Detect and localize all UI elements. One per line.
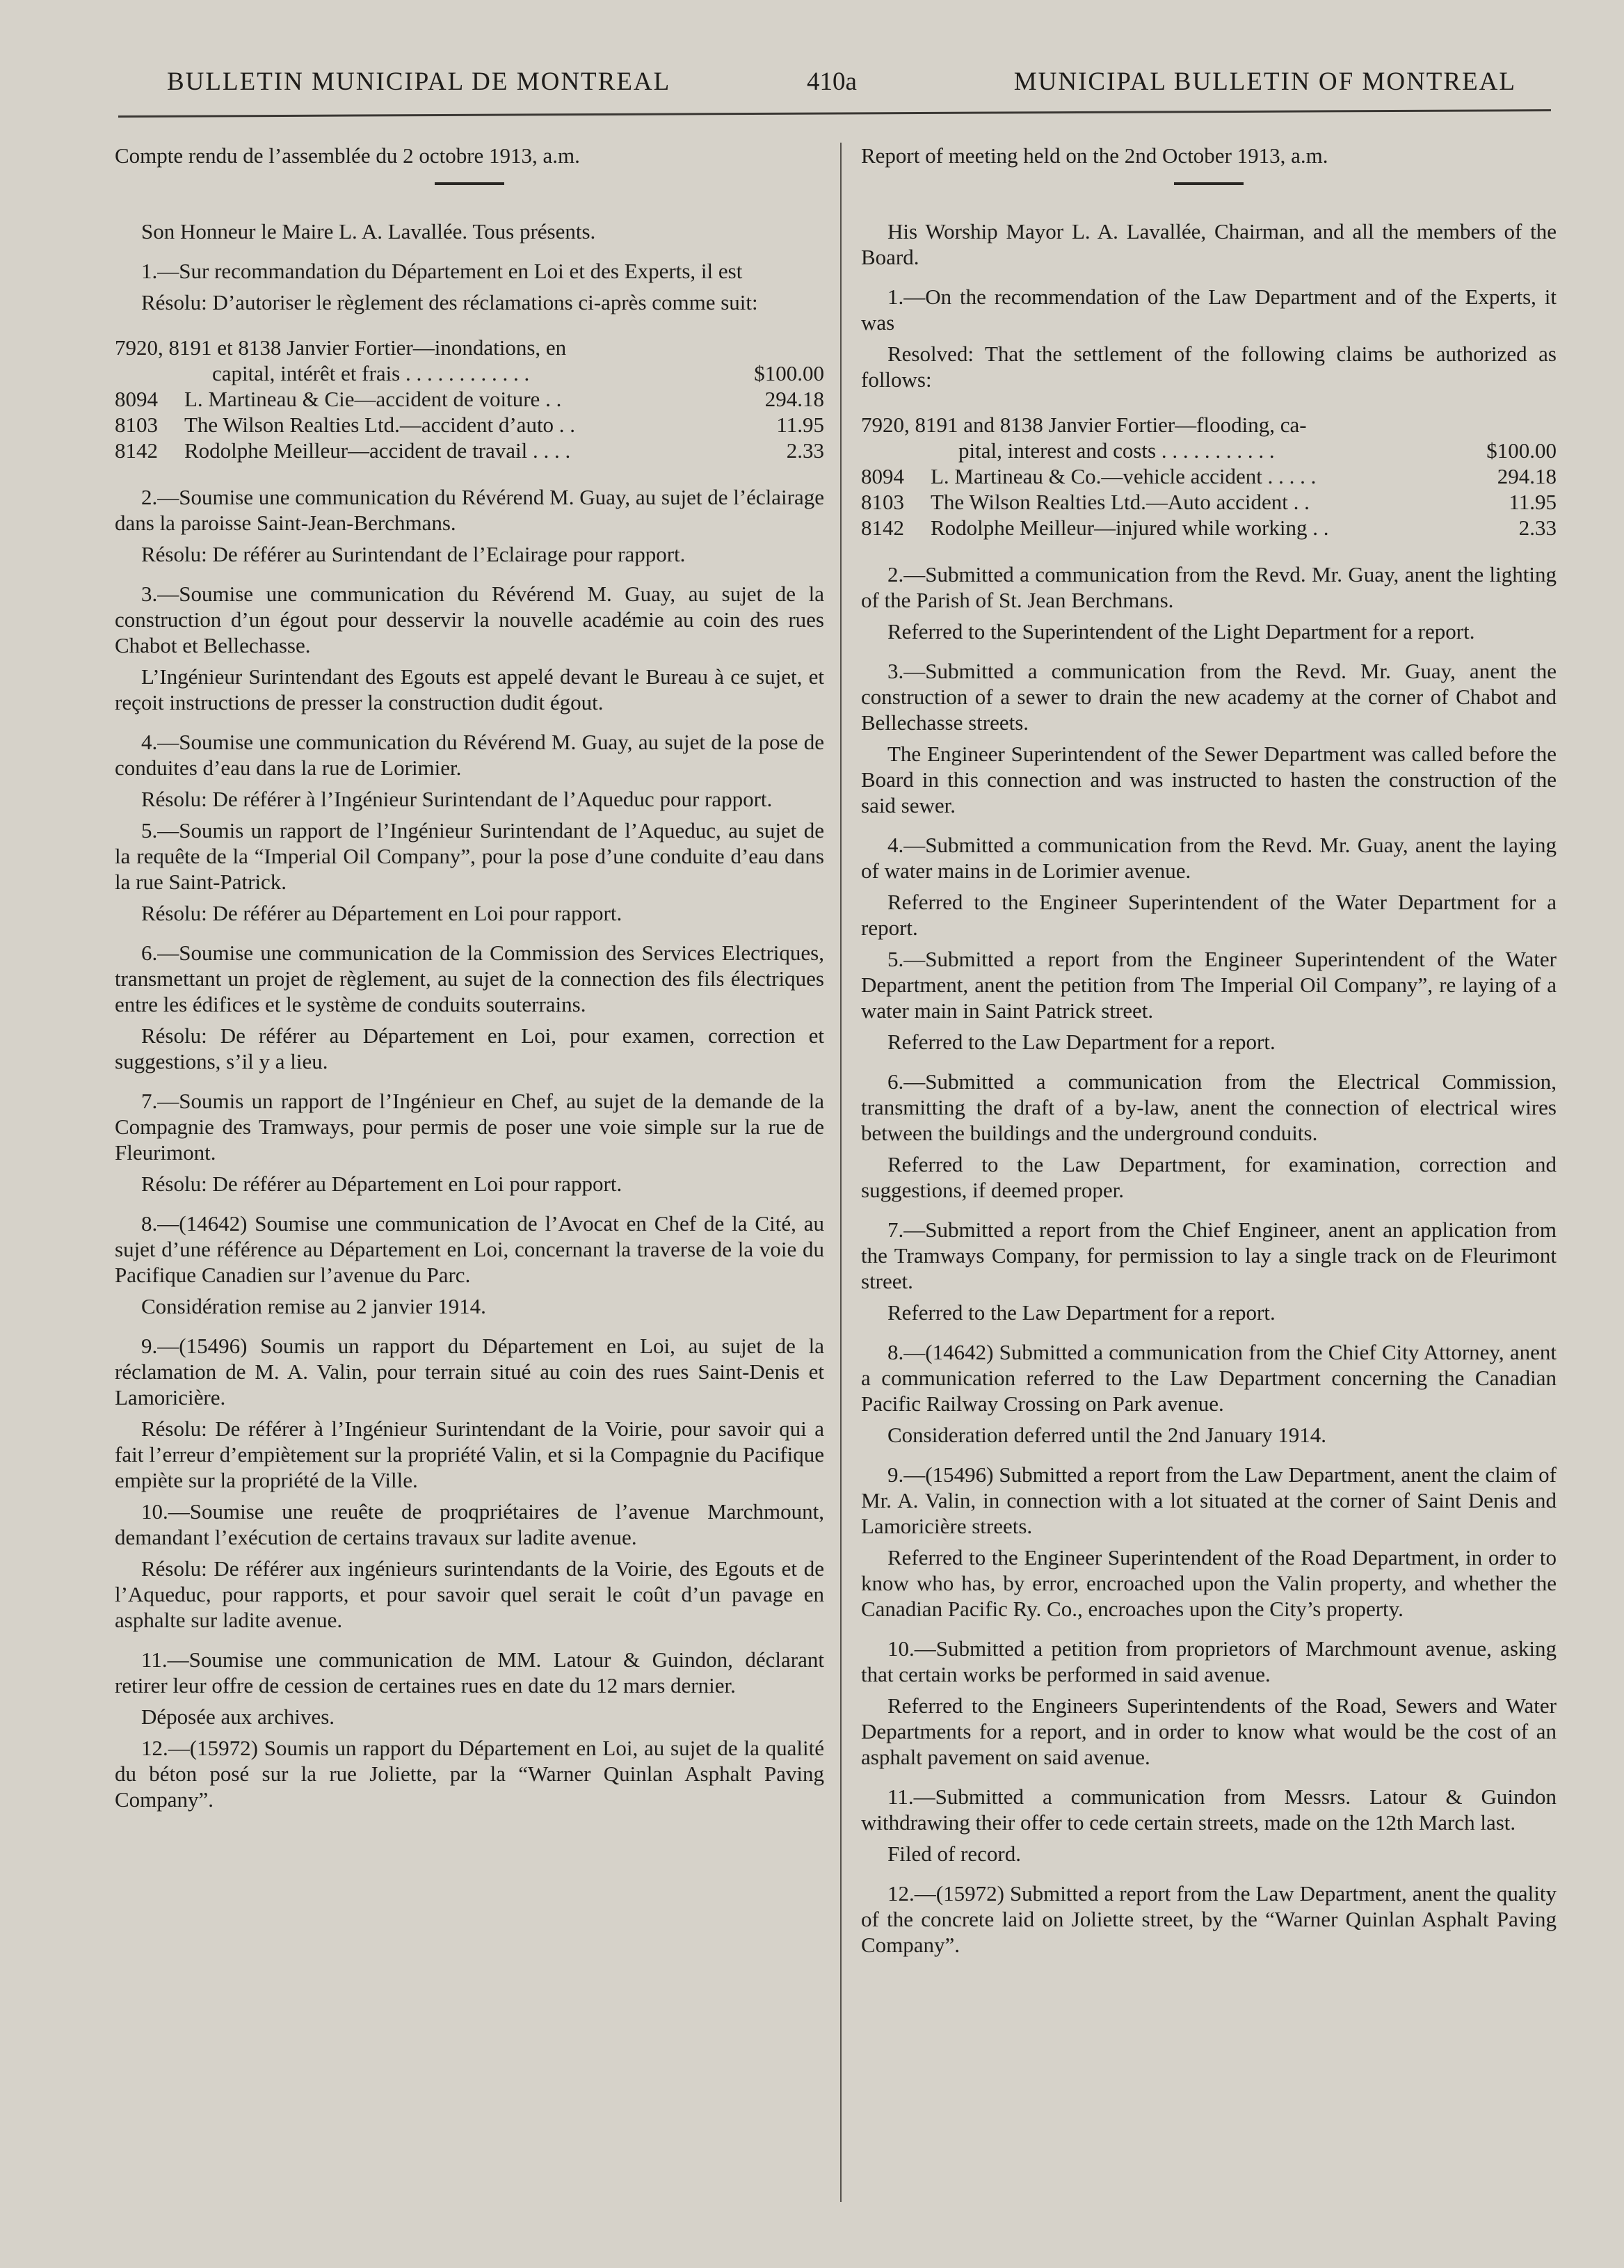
- fr-paragraph: Résolu: De référer aux ingénieurs surintendants de la Voirie, des Egouts et de l’Aqueduc, pour rapports, et pour savoir quel serait le coût d’un pavage en asphalte sur ladite avenue.: [115, 1556, 824, 1632]
- fr-paragraph: 12.—(15972) Soumis un rapport du Département en Loi, au sujet de la qualité du béton posé sur la rue Joliette, par la “Warner Quinlan Asphalt Paving Company”.: [115, 1736, 824, 1812]
- en-paragraph: Referred to the Law Department, for examination, correction and suggestions, if deemed proper.: [861, 1152, 1557, 1202]
- en-paragraph: Consideration deferred until the 2nd January 1914.: [887, 1423, 1327, 1447]
- fr-claim-text: 7920, 8191 et 8138 Janvier Fortier—inondations, en: [115, 335, 567, 360]
- en-paragraph: Referred to the Engineer Superintendent of the Road Department, in order to know who has, by error, encroached upon the Valin property, and whether the Canadian Pacific Ry. Co., encroaches upon the City’s property.: [861, 1545, 1557, 1621]
- en-title-dash: [1174, 182, 1244, 185]
- fr-claim-amount: 294.18: [764, 387, 824, 411]
- fr-paragraph: Résolu: De référer au Département en Loi pour rapport.: [141, 901, 622, 925]
- en-claim-amount: 11.95: [1509, 490, 1557, 514]
- en-claim-number: 8094: [861, 464, 904, 488]
- en-claim-row: [861, 463, 1557, 489]
- fr-item-1: 1.—Sur recommandation du Département en Loi et des Experts, il est: [141, 259, 743, 283]
- en-claims-table: [861, 412, 1557, 541]
- en-claim-text: Rodolphe Meilleur—injured while working . .: [931, 516, 1329, 540]
- fr-item-1-resolution: Résolu: D’autoriser le règlement des réclamations ci-après comme suit:: [141, 290, 758, 314]
- fr-title-dash: [435, 182, 504, 185]
- en-claim-text: L. Martineau & Co.—vehicle accident . . . . .: [931, 464, 1317, 488]
- fr-claim-amount: $100.00: [754, 361, 824, 385]
- english-column: [861, 143, 1557, 1972]
- fr-claim-number: 8103: [115, 413, 158, 437]
- en-claim-row: [861, 515, 1557, 541]
- fr-paragraph: 7.—Soumis un rapport de l’Ingénieur en Chef, au sujet de la demande de la Compagnie des Tramways, pour permis de poser une voie simple sur la rue de Fleurimont.: [115, 1089, 824, 1165]
- en-title: Report of meeting held on the 2nd October 1913, a.m.: [861, 143, 1328, 168]
- en-intro: His Worship Mayor L. A. Lavallée, Chairman, and all the members of the Board.: [861, 219, 1557, 269]
- fr-claim-row: [115, 386, 824, 412]
- page-header: [118, 67, 1516, 109]
- fr-title: Compte rendu de l’assemblée du 2 octobre 1913, a.m.: [115, 143, 580, 168]
- en-paragraph: 2.—Submitted a communication from the Revd. Mr. Guay, anent the lighting of the Parish of St. Jean Berchmans.: [861, 562, 1557, 612]
- en-paragraph: 12.—(15972) Submitted a report from the Law Department, anent the quality of the concrete laid on Joliette street, by the “Warner Quinlan Asphalt Paving Company”.: [861, 1881, 1557, 1957]
- en-claim-row: [861, 489, 1557, 515]
- en-paragraph: 5.—Submitted a report from the Engineer Superintendent of the Water Department, anent the petition from The Imperial Oil Company”, re laying of a water main in Saint Patrick street.: [861, 947, 1557, 1023]
- en-paragraph: Referred to the Superintendent of the Light Department for a report.: [887, 619, 1475, 644]
- fr-paragraph: 10.—Soumise une reuête de proqpriétaires de l’avenue Marchmount, demandant l’exécution de certains travaux sur ladite avenue.: [115, 1499, 824, 1549]
- en-paragraph: 9.—(15496) Submitted a report from the Law Department, anent the claim of Mr. A. Valin, in connection with a lot situated at the corner of Saint Denis and Lamoricière streets.: [861, 1462, 1557, 1538]
- fr-paragraph: Résolu: De référer au Département en Loi pour rapport.: [141, 1172, 622, 1196]
- fr-paragraph: L’Ingénieur Surintendant des Egouts est appelé devant le Bureau à ce sujet, et reçoit instructions de presser la construction dudit égout.: [115, 664, 824, 714]
- fr-claim-amount: 2.33: [786, 438, 824, 463]
- fr-paragraph: 2.—Soumise une communication du Révérend M. Guay, au sujet de l’éclairage dans la paroisse Saint-Jean-Berchmans.: [115, 485, 824, 535]
- en-claim-amount: 294.18: [1497, 464, 1557, 488]
- en-claim-text: pital, interest and costs . . . . . . . . . . .: [958, 438, 1275, 463]
- fr-paragraph: Considération remise au 2 janvier 1914.: [141, 1294, 486, 1318]
- fr-claim-number: 8142: [115, 438, 158, 463]
- french-column: [115, 143, 824, 1826]
- en-claim-row: [861, 412, 1557, 438]
- fr-claim-text: Rodolphe Meilleur—accident de travail . . . .: [184, 438, 571, 463]
- fr-claim-text: L. Martineau & Cie—accident de voiture . .: [184, 387, 562, 411]
- en-paragraph: 6.—Submitted a communication from the Electrical Commission, transmitting the draft of a by-law, anent the connection of electrical wires between the buildings and the underground conduits.: [861, 1069, 1557, 1145]
- en-claim-row: [861, 438, 1557, 463]
- page-number: 410a: [807, 67, 857, 96]
- fr-paragraph: Résolu: De référer au Département en Loi, pour examen, correction et suggestions, s’il y a lieu.: [115, 1023, 824, 1073]
- en-claim-amount: 2.33: [1518, 516, 1557, 540]
- fr-claim-text: capital, intérêt et frais . . . . . . . . . . . .: [212, 361, 530, 385]
- header-title-en: MUNICIPAL BULLETIN OF MONTREAL: [1013, 67, 1516, 96]
- en-item-1: 1.—On the recommendation of the Law Department and of the Experts, it was: [861, 285, 1557, 335]
- en-paragraph: Referred to the Engineer Superintendent of the Water Department for a report.: [861, 890, 1557, 940]
- en-paragraph: 3.—Submitted a communication from the Revd. Mr. Guay, anent the construction of a sewer to drain the new academy at the corner of Chabot and Bellechasse streets.: [861, 659, 1557, 735]
- en-claim-amount: $100.00: [1486, 438, 1557, 463]
- en-claim-number: 8103: [861, 490, 904, 514]
- fr-claim-row: [115, 412, 824, 438]
- fr-paragraph: 6.—Soumise une communication de la Commission des Services Electriques, transmettant un projet de règlement, au sujet de la connection des fils électriques entre les édifices et le système de conduits souterrains.: [115, 941, 824, 1016]
- en-paragraph: 7.—Submitted a report from the Chief Engineer, anent an application from the Tramways Company, for permission to lay a single track on de Fleurimont street.: [861, 1217, 1557, 1293]
- fr-paragraph: 4.—Soumise une communication du Révérend M. Guay, au sujet de la pose de conduites d’eau dans la rue de Lorimier.: [115, 730, 824, 780]
- fr-claims-table: [115, 335, 824, 463]
- fr-paragraph: 5.—Soumis un rapport de l’Ingénieur Surintendant de l’Aqueduc, au sujet de la requête de la “Imperial Oil Company”, pour la pose d’une conduite d’eau dans la rue Saint-Patrick.: [115, 818, 824, 894]
- en-paragraph: Referred to the Law Department for a report.: [887, 1030, 1276, 1054]
- header-title-fr: BULLETIN MUNICIPAL DE MONTREAL: [167, 67, 671, 96]
- en-paragraph: Filed of record.: [887, 1842, 1021, 1866]
- fr-paragraph: Résolu: De référer à l’Ingénieur Surintendant de l’Aqueduc pour rapport.: [141, 787, 773, 811]
- en-paragraph: 8.—(14642) Submitted a communication from the Chief City Attorney, anent a communication referred to the Law Department concerning the Canadian Pacific Railway Crossing on Park avenue.: [861, 1340, 1557, 1416]
- header-rule: [118, 109, 1551, 118]
- fr-paragraph: 8.—(14642) Soumise une communication de l’Avocat en Chef de la Cité, au sujet d’une référence au Département en Loi, concernant la traverse de la voie du Pacifique Canadien sur l’avenue du Parc.: [115, 1211, 824, 1287]
- fr-claim-amount: 11.95: [776, 413, 824, 437]
- fr-paragraph: 3.—Soumise une communication du Révérend M. Guay, au sujet de la construction d’un égout pour desservir la nouvelle académie au coin des rues Chabot et Bellechasse.: [115, 582, 824, 657]
- fr-paragraph: Résolu: De référer à l’Ingénieur Surintendant de la Voirie, pour savoir qui a fait l’erreur d’empiètement sur la propriété Valin, et si la Compagnie du Pacifique empiète sur la propriété de la Ville.: [115, 1416, 824, 1492]
- en-claim-text: The Wilson Realties Ltd.—Auto accident . .: [931, 490, 1310, 514]
- fr-paragraph: Déposée aux archives.: [141, 1704, 335, 1729]
- fr-paragraph: 9.—(15496) Soumis un rapport du Département en Loi, au sujet de la réclamation de M. A. Valin, pour terrain situé au coin des rues Saint-Denis et Lamoricière.: [115, 1334, 824, 1409]
- fr-claim-row: [115, 438, 824, 463]
- column-divider: [840, 143, 842, 2202]
- fr-intro: Son Honneur le Maire L. A. Lavallée. Tous présents.: [141, 219, 596, 243]
- en-paragraph: Referred to the Engineers Superintendents of the Road, Sewers and Water Departments for a report, and in order to know what would be the cost of an asphalt pavement on said avenue.: [861, 1693, 1557, 1769]
- fr-claim-row: [115, 360, 824, 386]
- en-claim-text: 7920, 8191 and 8138 Janvier Fortier—flooding, ca-: [861, 413, 1307, 437]
- fr-claim-row: [115, 335, 824, 360]
- en-paragraph: The Engineer Superintendent of the Sewer Department was called before the Board in this connection and was instructed to hasten the construction of the said sewer.: [861, 742, 1557, 817]
- en-paragraph: 11.—Submitted a communication from Messrs. Latour & Guindon withdrawing their offer to cede certain streets, made on the 12th March last.: [861, 1784, 1557, 1835]
- en-claim-number: 8142: [861, 516, 904, 540]
- fr-paragraph: Résolu: De référer au Surintendant de l’Eclairage pour rapport.: [141, 542, 686, 566]
- en-paragraph: 10.—Submitted a petition from proprietors of Marchmount avenue, asking that certain works be performed in said avenue.: [861, 1636, 1557, 1686]
- en-paragraph: 4.—Submitted a communication from the Revd. Mr. Guay, anent the laying of water mains in de Lorimier avenue.: [861, 833, 1557, 883]
- en-paragraph: Referred to the Law Department for a report.: [887, 1300, 1276, 1325]
- fr-claim-text: The Wilson Realties Ltd.—accident d’auto . .: [184, 413, 576, 437]
- fr-paragraph: 11.—Soumise une communication de MM. Latour & Guindon, déclarant retirer leur offre de cession de certaines rues en date du 12 mars dernier.: [115, 1647, 824, 1698]
- fr-claim-number: 8094: [115, 387, 158, 411]
- en-item-1-resolution: Resolved: That the settlement of the following claims be authorized as follows:: [861, 342, 1557, 392]
